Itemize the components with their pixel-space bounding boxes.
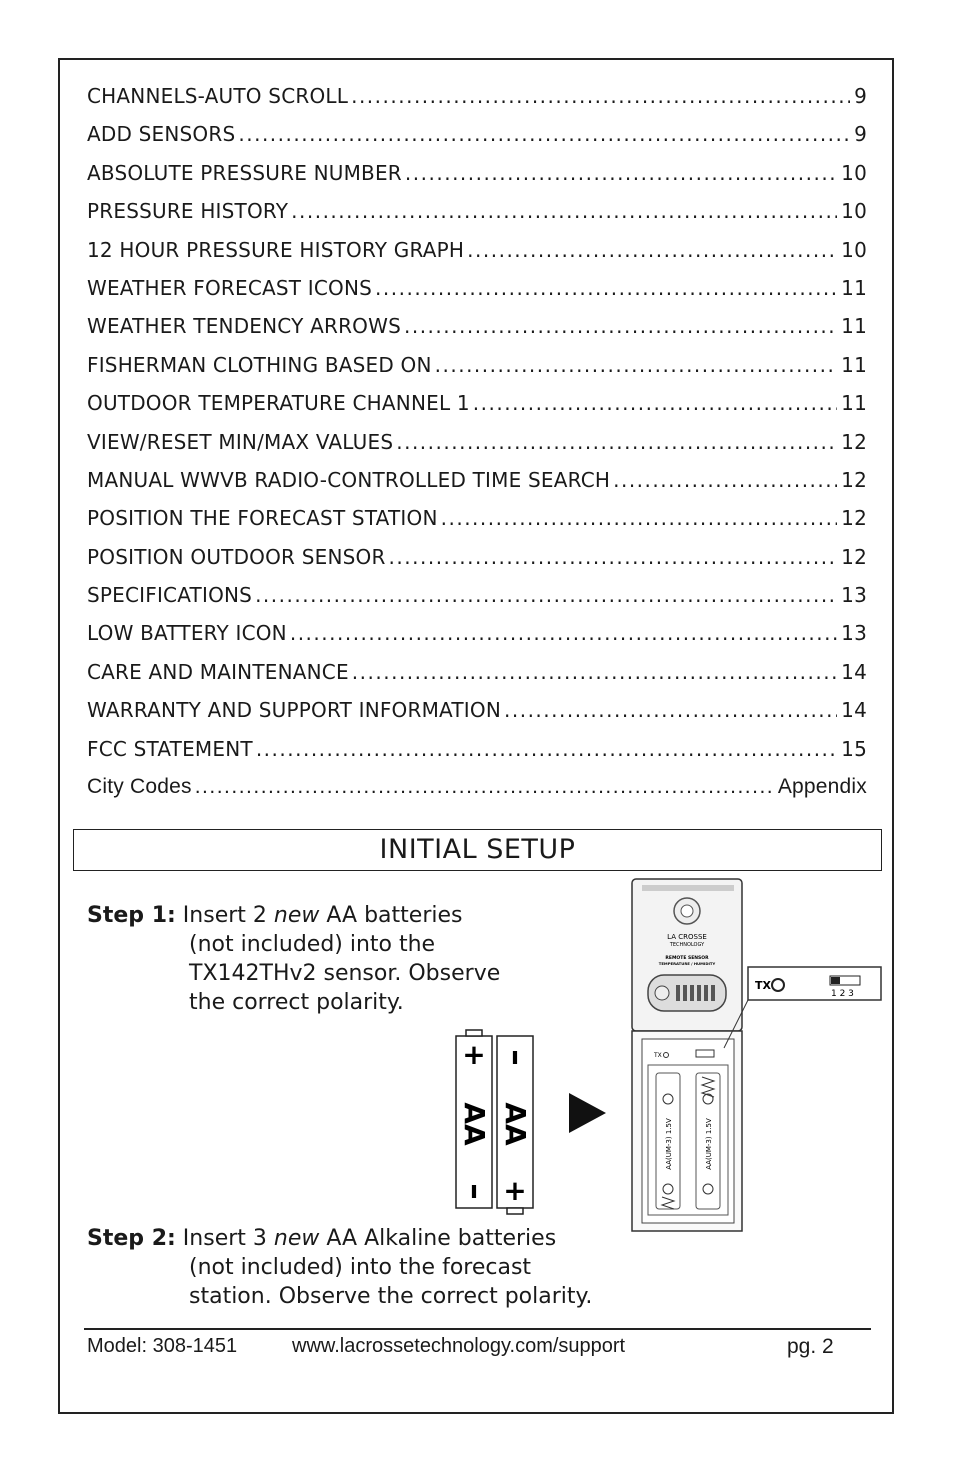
toc-entry-label: WEATHER TENDENCY ARROWS (87, 314, 401, 339)
toc-entry-label: CARE AND MAINTENANCE (87, 659, 349, 684)
step-1-line-3: TX142THv2 sensor. Observe (189, 961, 501, 986)
toc-leader-dots (375, 276, 837, 300)
toc-leader-dots (255, 583, 837, 607)
toc-entry-label: LOW BATTERY ICON (87, 621, 287, 646)
toc-entry (87, 775, 867, 813)
toc-entry (87, 84, 867, 122)
step-1-text-b: AA batteries (326, 903, 463, 928)
toc-entry-page: 11 (841, 391, 867, 416)
toc-entry (87, 238, 867, 276)
toc-entry (87, 698, 867, 736)
toc-entry-page: 11 (841, 352, 867, 377)
toc-entry (87, 199, 867, 237)
step-1-line-4: the correct polarity. (189, 990, 404, 1015)
toc-leader-dots (504, 698, 837, 722)
toc-leader-dots (441, 506, 838, 530)
toc-entry-label: POSITION THE FORECAST STATION (87, 506, 438, 531)
toc-leader-dots (238, 122, 850, 146)
toc-entry-page: 10 (841, 199, 867, 224)
brand-subtitle: TECHNOLOGY (669, 942, 705, 948)
toc-entry-label: CHANNELS-AUTO SCROLL (87, 84, 349, 108)
minus-icon: ı (510, 1042, 520, 1070)
toc-entry-page: 12 (841, 467, 867, 492)
toc-entry-page: Appendix (777, 775, 867, 799)
toc-entry-page: 9 (854, 84, 867, 108)
toc-entry-page: 12 (841, 429, 867, 454)
toc-entry-page: 10 (841, 237, 867, 262)
toc-entry (87, 161, 867, 199)
toc-entry (87, 621, 867, 659)
toc-entry (87, 660, 867, 698)
toc-leader-dots (351, 84, 850, 108)
toc-entry-label: FCC STATEMENT (87, 736, 253, 761)
toc-entry-page: 12 (841, 544, 867, 569)
footer-model: Model: 308-1451 (87, 1335, 238, 1357)
tx-label: TX (755, 979, 771, 992)
toc-entry-page: 15 (841, 736, 867, 761)
toc-entry-label: WEATHER FORECAST ICONS (87, 275, 373, 300)
table-of-contents (87, 84, 867, 813)
step-2-text-a: Insert 3 (182, 1226, 267, 1251)
toc-entry-label: WARRANTY AND SUPPORT INFORMATION (87, 698, 501, 723)
plus-icon: + (462, 1038, 486, 1071)
toc-entry-page: 14 (841, 698, 867, 723)
minus-icon: ı (469, 1176, 479, 1204)
toc-leader-dots (290, 621, 837, 645)
step-2-emphasis: new (273, 1226, 320, 1251)
toc-entry (87, 583, 867, 621)
toc-leader-dots (405, 161, 837, 185)
toc-entry-page: 9 (854, 122, 867, 147)
toc-entry-label: MANUAL WWVB RADIO-CONTROLLED TIME SEARCH (87, 467, 611, 492)
footer-page-number: pg. 2 (787, 1335, 834, 1358)
toc-entry (87, 545, 867, 583)
step-2-instructions (87, 1224, 592, 1311)
toc-entry-label: VIEW/RESET MIN/MAX VALUES (87, 429, 394, 454)
toc-leader-dots (389, 545, 838, 569)
tx-label-small: TX (654, 1052, 662, 1059)
play-arrow-icon (566, 1091, 608, 1135)
footer-divider (84, 1328, 871, 1330)
toc-entry-label: FISHERMAN CLOTHING BASED ON (87, 352, 432, 377)
toc-leader-dots (404, 314, 837, 338)
toc-entry-label: City Codes (87, 775, 192, 799)
step-2-line-3: station. Observe the correct polarity. (189, 1284, 593, 1309)
aa-batteries-illustration (450, 1028, 540, 1218)
step-2-line-2: (not included) into the forecast (189, 1255, 532, 1280)
toc-leader-dots (256, 737, 837, 761)
step-1-line-2: (not included) into the (189, 932, 436, 957)
toc-leader-dots (291, 199, 837, 223)
step-1-emphasis: new (273, 903, 320, 928)
toc-entry (87, 314, 867, 352)
toc-leader-dots (352, 660, 837, 684)
toc-entry-page: 14 (841, 659, 867, 684)
toc-entry-label: OUTDOOR TEMPERATURE CHANNEL 1 (87, 391, 470, 416)
toc-entry-page: 12 (841, 506, 867, 531)
toc-leader-dots (396, 430, 837, 454)
toc-leader-dots (435, 353, 838, 377)
toc-entry-label: POSITION OUTDOOR SENSOR (87, 544, 386, 569)
step-1-label: Step 1: (87, 903, 176, 928)
toc-entry-page: 11 (841, 314, 867, 339)
toc-entry (87, 468, 867, 506)
plus-icon: + (503, 1174, 527, 1207)
toc-entry-page: 13 (841, 583, 867, 608)
step-2-text-b: AA Alkaline batteries (326, 1226, 557, 1251)
toc-leader-dots (473, 391, 837, 415)
step-2-label: Step 2: (87, 1226, 176, 1251)
toc-entry-page: 13 (841, 621, 867, 646)
toc-entry-label: ADD SENSORS (87, 122, 236, 147)
toc-leader-dots (195, 775, 774, 799)
channel-numbers: 1 2 3 (831, 989, 854, 999)
brand-name: LA CROSSE (667, 933, 707, 941)
cell-label: AA(UM-3) 1.5V (705, 1118, 713, 1170)
battery-label: AA (499, 1102, 532, 1146)
toc-entry (87, 430, 867, 468)
sensor-subtitle: TEMPERATURE / HUMIDITY (658, 961, 716, 966)
toc-entry (87, 276, 867, 314)
toc-entry-label: 12 HOUR PRESSURE HISTORY GRAPH (87, 237, 465, 262)
toc-entry (87, 353, 867, 391)
toc-leader-dots (467, 238, 837, 262)
toc-entry (87, 391, 867, 429)
toc-entry-page: 10 (841, 160, 867, 185)
section-title: INITIAL SETUP (73, 829, 882, 871)
cell-label: AA(UM-3) 1.5V (665, 1118, 673, 1170)
toc-entry-label: SPECIFICATIONS (87, 583, 253, 608)
toc-entry-label: PRESSURE HISTORY (87, 199, 289, 224)
sensor-title: REMOTE SENSOR (665, 956, 709, 961)
step-1-text-a: Insert 2 (182, 903, 267, 928)
footer-url: www.lacrossetechnology.com/support (292, 1335, 626, 1357)
sensor-illustration (628, 877, 886, 1237)
toc-entry-label: ABSOLUTE PRESSURE NUMBER (87, 160, 402, 185)
toc-entry (87, 506, 867, 544)
toc-entry (87, 737, 867, 775)
battery-label: AA (458, 1102, 491, 1146)
step-1-instructions (87, 901, 500, 1017)
toc-entry-page: 11 (841, 275, 867, 300)
toc-leader-dots (613, 468, 837, 492)
toc-entry (87, 122, 867, 160)
